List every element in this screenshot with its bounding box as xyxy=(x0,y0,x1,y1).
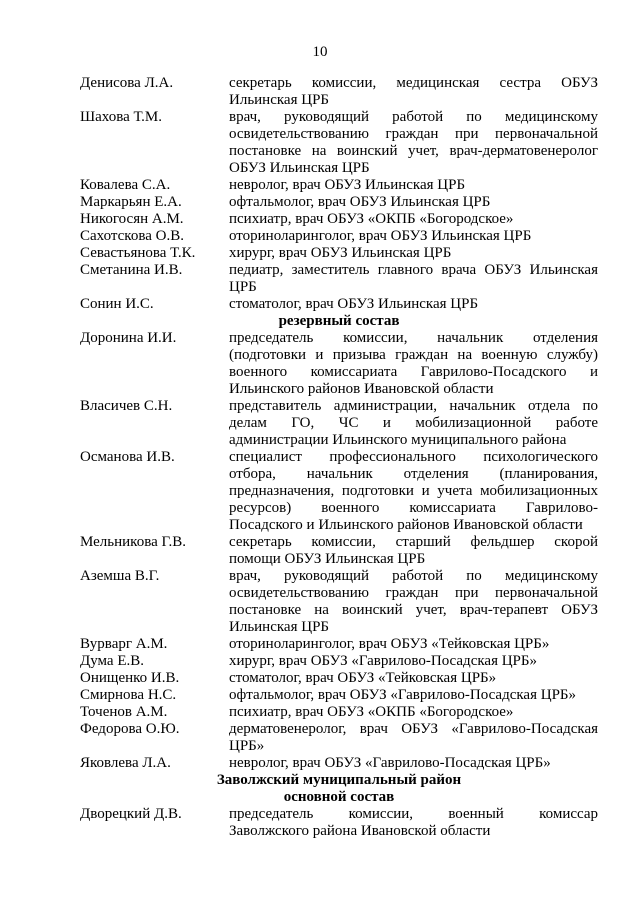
member-name: Ковалева С.А. xyxy=(80,177,171,193)
role-line: администрации Ильинского муниципального района xyxy=(229,432,567,448)
member-row xyxy=(80,653,598,670)
role-line: дерматовенеролог, врач ОБУЗ «Гаврилово-Посадская xyxy=(229,721,598,737)
role-line: врач, руководящий работой по медицинскому xyxy=(229,568,598,584)
member-name: Федорова О.Ю. xyxy=(80,721,180,737)
member-row xyxy=(80,449,598,534)
member-row xyxy=(80,245,598,262)
member-row xyxy=(80,75,598,109)
member-role xyxy=(229,806,598,840)
member-name: Доронина И.И. xyxy=(80,330,177,346)
role-line: психиатр, врач ОБУЗ «ОКПБ «Богородское» xyxy=(229,704,514,720)
role-line: постановке на воинский учет, врач-дерматовенеролог xyxy=(229,143,598,159)
section-heading: основной состав xyxy=(283,789,395,805)
member-role xyxy=(229,75,598,109)
member-role xyxy=(229,721,598,755)
member-name: Османова И.В. xyxy=(80,449,175,465)
role-line: ресурсов) военного комиссариата Гаврилово- xyxy=(229,500,598,516)
role-line: председатель комиссии, начальник отделения xyxy=(229,330,598,346)
member-name: Вурварг А.М. xyxy=(80,636,168,652)
role-line: психиатр, врач ОБУЗ «ОКПБ «Богородское» xyxy=(229,211,514,227)
role-line: врач, руководящий работой по медицинскому xyxy=(229,109,598,125)
role-line: специалист профессионального психологического xyxy=(229,449,598,465)
member-name: Точенов А.М. xyxy=(80,704,168,720)
member-row xyxy=(80,262,598,296)
member-row xyxy=(80,177,598,194)
member-name: Смирнова Н.С. xyxy=(80,687,177,703)
member-row xyxy=(80,568,598,636)
member-name: Никогосян А.М. xyxy=(80,211,184,227)
member-name: Шахова Т.М. xyxy=(80,109,163,125)
member-role xyxy=(229,449,598,534)
member-name: Севастьянова Т.К. xyxy=(80,245,196,261)
member-name: Сахотскова О.В. xyxy=(80,228,184,244)
role-line: военного комиссариата Гаврилово-Посадского и xyxy=(229,364,598,380)
role-line: предназначения, подготовки и учета мобилизационных xyxy=(229,483,598,499)
section-heading: Заволжский муниципальный район xyxy=(216,772,462,788)
role-line: освидетельствованию граждан при первоначальной xyxy=(229,126,598,142)
member-row xyxy=(80,330,598,398)
member-row xyxy=(80,704,598,721)
role-line: (подготовки и призыва граждан на военную службу) xyxy=(229,347,598,363)
member-name: Маркарьян Е.А. xyxy=(80,194,182,210)
member-name: Яковлева Л.А. xyxy=(80,755,171,771)
member-role xyxy=(229,177,598,194)
member-name: Дворецкий Д.В. xyxy=(80,806,182,822)
member-row xyxy=(80,109,598,177)
member-row xyxy=(80,755,598,772)
member-name: Сметанина И.В. xyxy=(80,262,183,278)
member-name: Мельникова Г.В. xyxy=(80,534,186,550)
member-role xyxy=(229,211,598,228)
role-line: представитель администрации, начальник отдела по xyxy=(229,398,598,414)
member-row xyxy=(80,670,598,687)
section-heading: резервный состав xyxy=(278,313,400,329)
member-role xyxy=(229,245,598,262)
member-role xyxy=(229,296,598,313)
role-line: невролог, врач ОБУЗ Ильинская ЦРБ xyxy=(229,177,466,193)
role-line: освидетельствованию граждан при первоначальной xyxy=(229,585,598,601)
member-role xyxy=(229,109,598,177)
role-line: Ильинская ЦРБ xyxy=(229,92,330,108)
role-line: помощи ОБУЗ Ильинская ЦРБ xyxy=(229,551,426,567)
member-name: Сонин И.С. xyxy=(80,296,154,312)
role-line: ЦРБ» xyxy=(229,738,265,754)
role-line: стоматолог, врач ОБУЗ «Тейковская ЦРБ» xyxy=(229,670,497,686)
member-role xyxy=(229,704,598,721)
role-line: секретарь комиссии, старший фельдшер скорой xyxy=(229,534,598,550)
member-role xyxy=(229,194,598,211)
role-line: оториноларинголог, врач ОБУЗ «Тейковская ЦРБ» xyxy=(229,636,550,652)
member-row xyxy=(80,296,598,313)
member-role xyxy=(229,687,598,704)
member-role xyxy=(229,262,598,296)
member-role xyxy=(229,636,598,653)
role-line: Посадского и Ильинского районов Ивановской области xyxy=(229,517,583,533)
member-role xyxy=(229,534,598,568)
member-role xyxy=(229,330,598,398)
role-line: педиатр, заместитель главного врача ОБУЗ Ильинская xyxy=(229,262,598,278)
role-line: председатель комиссии, военный комиссар xyxy=(229,806,598,822)
member-row xyxy=(80,534,598,568)
member-name: Аземша В.Г. xyxy=(80,568,160,584)
role-line: офтальмолог, врач ОБУЗ «Гаврилово-Посадская ЦРБ» xyxy=(229,687,577,703)
member-role xyxy=(229,568,598,636)
member-row xyxy=(80,398,598,449)
role-line: постановке на воинский учет, врач-терапевт ОБУЗ xyxy=(229,602,598,618)
member-role xyxy=(229,398,598,449)
role-line: невролог, врач ОБУЗ «Гаврилово-Посадская ЦРБ» xyxy=(229,755,551,771)
role-line: отбора, начальник отделения (планирования, xyxy=(229,466,598,482)
role-line: ЦРБ xyxy=(229,279,257,295)
member-name: Онищенко И.В. xyxy=(80,670,180,686)
member-row xyxy=(80,211,598,228)
member-row xyxy=(80,636,598,653)
member-row xyxy=(80,687,598,704)
role-line: хирург, врач ОБУЗ Ильинская ЦРБ xyxy=(229,245,452,261)
role-line: Заволжского района Ивановской области xyxy=(229,823,491,839)
member-name: Власичев С.Н. xyxy=(80,398,173,414)
member-row xyxy=(80,228,598,245)
member-name: Денисова Л.А. xyxy=(80,75,174,91)
role-line: хирург, врач ОБУЗ «Гаврилово-Посадская ЦРБ» xyxy=(229,653,538,669)
member-role xyxy=(229,228,598,245)
member-role xyxy=(229,755,598,772)
member-row xyxy=(80,806,598,840)
commission-list xyxy=(80,75,598,840)
role-line: офтальмолог, врач ОБУЗ Ильинская ЦРБ xyxy=(229,194,491,210)
member-role xyxy=(229,670,598,687)
role-line: секретарь комиссии, медицинская сестра ОБУЗ xyxy=(229,75,598,91)
member-name: Дума Е.В. xyxy=(80,653,144,669)
role-line: оториноларинголог, врач ОБУЗ Ильинская ЦРБ xyxy=(229,228,532,244)
member-role xyxy=(229,653,598,670)
member-row xyxy=(80,721,598,755)
page-number: 10 xyxy=(312,44,328,60)
role-line: Ильинского районов Ивановской области xyxy=(229,381,494,397)
role-line: стоматолог, врач ОБУЗ Ильинская ЦРБ xyxy=(229,296,479,312)
member-row xyxy=(80,194,598,211)
role-line: делам ГО, ЧС и мобилизационной работе xyxy=(229,415,598,431)
role-line: Ильинская ЦРБ xyxy=(229,619,330,635)
role-line: ОБУЗ Ильинская ЦРБ xyxy=(229,160,370,176)
